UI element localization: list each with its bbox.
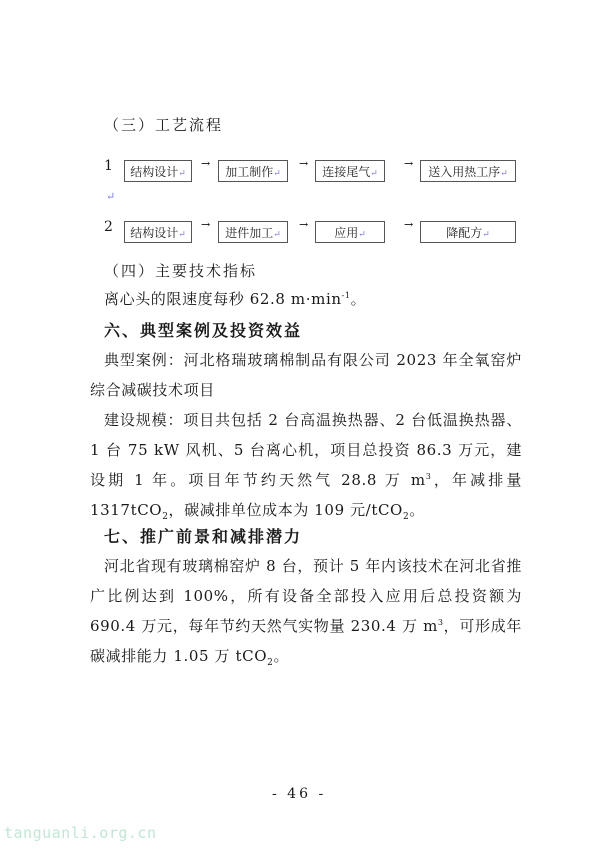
flow-row-2-number: 2 [104,219,113,235]
flow-arrow: → [404,218,414,231]
flow-arrow: → [299,157,309,170]
flow-1-step-3: 连接尾气↵ [315,160,385,182]
section-6-heading: 六、典型案例及投资效益 [104,321,303,340]
indicators-heading: （四）主要技术指标 [104,262,258,280]
case-paragraph: 典型案例：河北格瑞玻璃棉制品有限公司 2023 年全氧窑炉综合减碳技术项目 [90,351,522,399]
flow-arrow: → [201,218,211,231]
indicators-text: 离心头的限速度每秒 62.8 $m\cdot\min^{-1}$。 [104,290,367,308]
flow-arrow: → [201,157,211,170]
flow-2-step-3: 应用↵ [315,221,385,243]
flow-arrow: → [404,157,414,170]
flow-1-step-4: 送入用热工序↵ [420,160,516,182]
flow-2-step-4: 降配方↵ [420,221,516,243]
process-heading: （三）工艺流程 [104,116,224,134]
scale-paragraph: 建设规模：项目共包括 2 台高温换热器、2 台低温换热器、1 台 75 kW 风机、5 台离心机，项目总投资 86.3 万元，建设期 1 年。项目年节约天然气 28.8 万 $m^3$，年减排量 1317tCO$_2$，碳减排单位成本为 109 元/tCO$_2$。 [90,411,522,522]
flow-1-step-2: 加工制作↵ [218,160,288,182]
section-7-heading: 七、推广前景和减排潜力 [104,527,303,546]
flow-arrow: → [299,218,309,231]
promotion-paragraph: 河北省现有玻璃棉窑炉 8 台，预计 5 年内该技术在河北省推广比例达到 100%，所有设备全部投入应用后总投资额为 690.4 万元，每年节约天然气实物量 230.4 万 $m^3$，可形成年碳减排能力 1.05 万 tCO$_2$。 [90,557,522,668]
line-break-mark: ↵ [106,190,116,203]
watermark: tanguanli.org.cn [4,824,157,842]
page-number: - 46 - [272,786,327,802]
flow-row-1-number: 1 [104,158,113,174]
flow-2-step-2: 进件加工↵ [218,221,288,243]
flow-2-step-1: 结构设计↵ [124,221,192,243]
flow-1-step-1: 结构设计↵ [124,160,192,182]
